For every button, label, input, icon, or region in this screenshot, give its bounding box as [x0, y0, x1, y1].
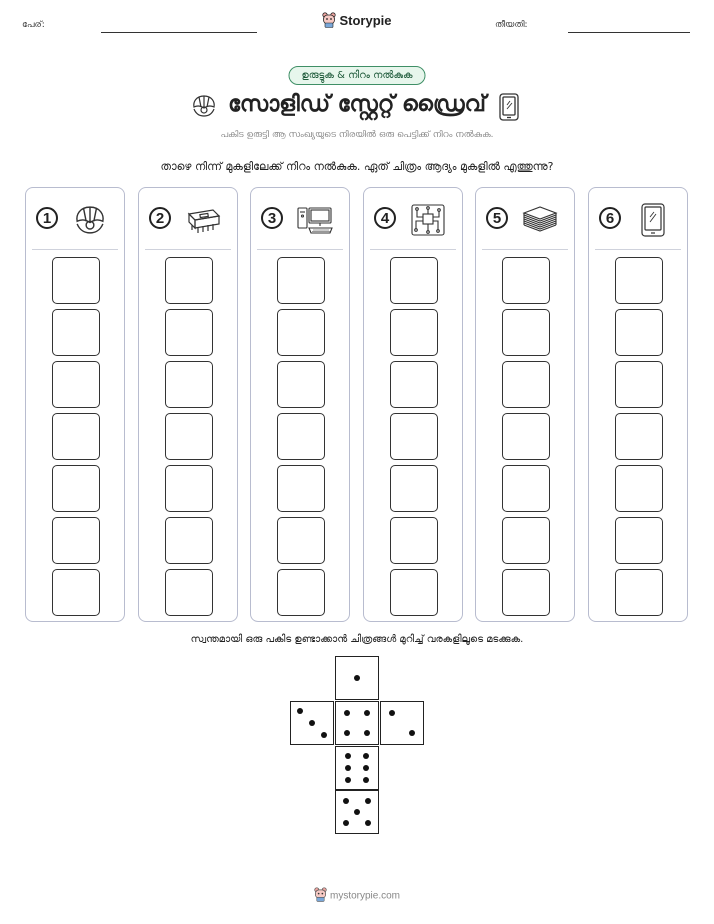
die-pip	[321, 732, 327, 738]
color-box[interactable]	[52, 413, 100, 460]
color-box[interactable]	[390, 309, 438, 356]
die-pip	[343, 820, 349, 826]
die-pip	[343, 798, 349, 804]
color-box[interactable]	[165, 569, 213, 616]
brand-name: Storypie	[339, 12, 392, 28]
color-box[interactable]	[277, 465, 325, 512]
mascot-icon	[322, 12, 336, 31]
color-box[interactable]	[277, 517, 325, 564]
color-box[interactable]	[615, 465, 663, 512]
color-box[interactable]	[502, 413, 550, 460]
die-pip	[309, 720, 315, 726]
circuit-board-icon	[408, 202, 448, 238]
desktop-computer-icon	[295, 202, 335, 238]
column-3	[250, 187, 350, 622]
color-box[interactable]	[277, 413, 325, 460]
color-box[interactable]	[502, 361, 550, 408]
color-box[interactable]	[165, 361, 213, 408]
die-pip	[364, 710, 370, 716]
tablet-icon	[633, 202, 673, 238]
column-number: 6	[599, 207, 621, 229]
color-box[interactable]	[502, 569, 550, 616]
column-2	[138, 187, 238, 622]
die-pip	[354, 675, 360, 681]
column-5	[475, 187, 575, 622]
column-number: 3	[261, 207, 283, 229]
microchip-icon	[183, 202, 223, 238]
color-box[interactable]	[52, 569, 100, 616]
stacked-layers-icon	[520, 202, 560, 238]
die-pip	[354, 809, 360, 815]
column-1	[25, 187, 125, 622]
color-box[interactable]	[52, 517, 100, 564]
color-box[interactable]	[502, 309, 550, 356]
column-number: 1	[36, 207, 58, 229]
color-box[interactable]	[165, 413, 213, 460]
die-pip	[389, 710, 395, 716]
color-box[interactable]	[165, 465, 213, 512]
name-field-line[interactable]	[101, 32, 257, 33]
column-divider	[370, 249, 456, 250]
die-pip	[344, 710, 350, 716]
activity-tag: ഉരുട്ടുക & നിറം നൽകുക	[289, 66, 426, 85]
color-box[interactable]	[615, 413, 663, 460]
color-box[interactable]	[502, 517, 550, 564]
die-face-6	[335, 746, 379, 790]
color-box[interactable]	[52, 257, 100, 304]
die-face-1	[335, 656, 379, 700]
die-pip	[365, 820, 371, 826]
column-number: 5	[486, 207, 508, 229]
die-pip	[344, 730, 350, 736]
footer-mascot-icon	[314, 887, 327, 905]
column-divider	[32, 249, 118, 250]
color-box[interactable]	[502, 465, 550, 512]
color-box[interactable]	[390, 465, 438, 512]
color-box[interactable]	[277, 569, 325, 616]
column-divider	[482, 249, 568, 250]
color-box[interactable]	[390, 413, 438, 460]
die-net	[290, 656, 424, 834]
column-divider	[145, 249, 231, 250]
die-pip	[363, 753, 369, 759]
color-box[interactable]	[502, 257, 550, 304]
column-number: 4	[374, 207, 396, 229]
die-pip	[363, 765, 369, 771]
column-divider	[257, 249, 343, 250]
color-box[interactable]	[615, 517, 663, 564]
brand-logo	[0, 12, 714, 31]
date-field-line[interactable]	[568, 32, 690, 33]
color-box[interactable]	[390, 517, 438, 564]
die-face-2	[380, 701, 424, 745]
color-box[interactable]	[165, 309, 213, 356]
column-6	[588, 187, 688, 622]
color-box[interactable]	[277, 361, 325, 408]
name-label: പേര്:	[22, 20, 45, 30]
die-face-3	[290, 701, 334, 745]
die-pip	[297, 708, 303, 714]
die-pip	[345, 777, 351, 783]
die-pip	[364, 730, 370, 736]
color-box[interactable]	[390, 257, 438, 304]
column-number: 2	[149, 207, 171, 229]
color-box[interactable]	[615, 257, 663, 304]
color-box[interactable]	[52, 309, 100, 356]
color-box[interactable]	[615, 361, 663, 408]
color-box[interactable]	[52, 465, 100, 512]
column-divider	[595, 249, 681, 250]
tablet-icon	[498, 93, 520, 121]
die-face-5	[335, 790, 379, 834]
color-box[interactable]	[615, 569, 663, 616]
pearl-shell-icon	[70, 202, 110, 238]
die-pip	[345, 765, 351, 771]
color-box[interactable]	[390, 361, 438, 408]
color-box[interactable]	[615, 309, 663, 356]
footer	[0, 887, 714, 905]
color-box[interactable]	[390, 569, 438, 616]
die-pip	[409, 730, 415, 736]
date-label: തീയതി:	[495, 20, 528, 30]
die-face-4	[335, 701, 379, 745]
die-pip	[345, 753, 351, 759]
die-pip	[365, 798, 371, 804]
column-4	[363, 187, 463, 622]
die-pip	[363, 777, 369, 783]
color-box[interactable]	[165, 517, 213, 564]
footer-url: mystorypie.com	[329, 890, 400, 902]
color-box[interactable]	[52, 361, 100, 408]
instruction-text: താഴെ നിന്ന് മുകളിലേക്ക് നിറം നൽകുക. ഏത് ചിത്രം ആദ്യം മുകളിൽ എത്തുന്നു?	[160, 160, 554, 173]
color-box[interactable]	[165, 257, 213, 304]
die-instruction: സ്വന്തമായി ഒരു പകിട ഉണ്ടാക്കാൻ ചിത്രങ്ങൾ മുറിച്ച് വരകളിലൂടെ മടക്കുക.	[190, 634, 524, 645]
page-title: സോളിഡ് സ്റ്റേറ്റ് ഡ്രൈവ്	[228, 92, 486, 117]
page-subtitle: പകിട ഉരുട്ടി ആ സംഖ്യയുടെ നിരയിൽ ഒരു പെട്ടിക്ക് നിറം നൽകുക.	[220, 130, 494, 140]
color-box[interactable]	[277, 309, 325, 356]
color-box[interactable]	[277, 257, 325, 304]
